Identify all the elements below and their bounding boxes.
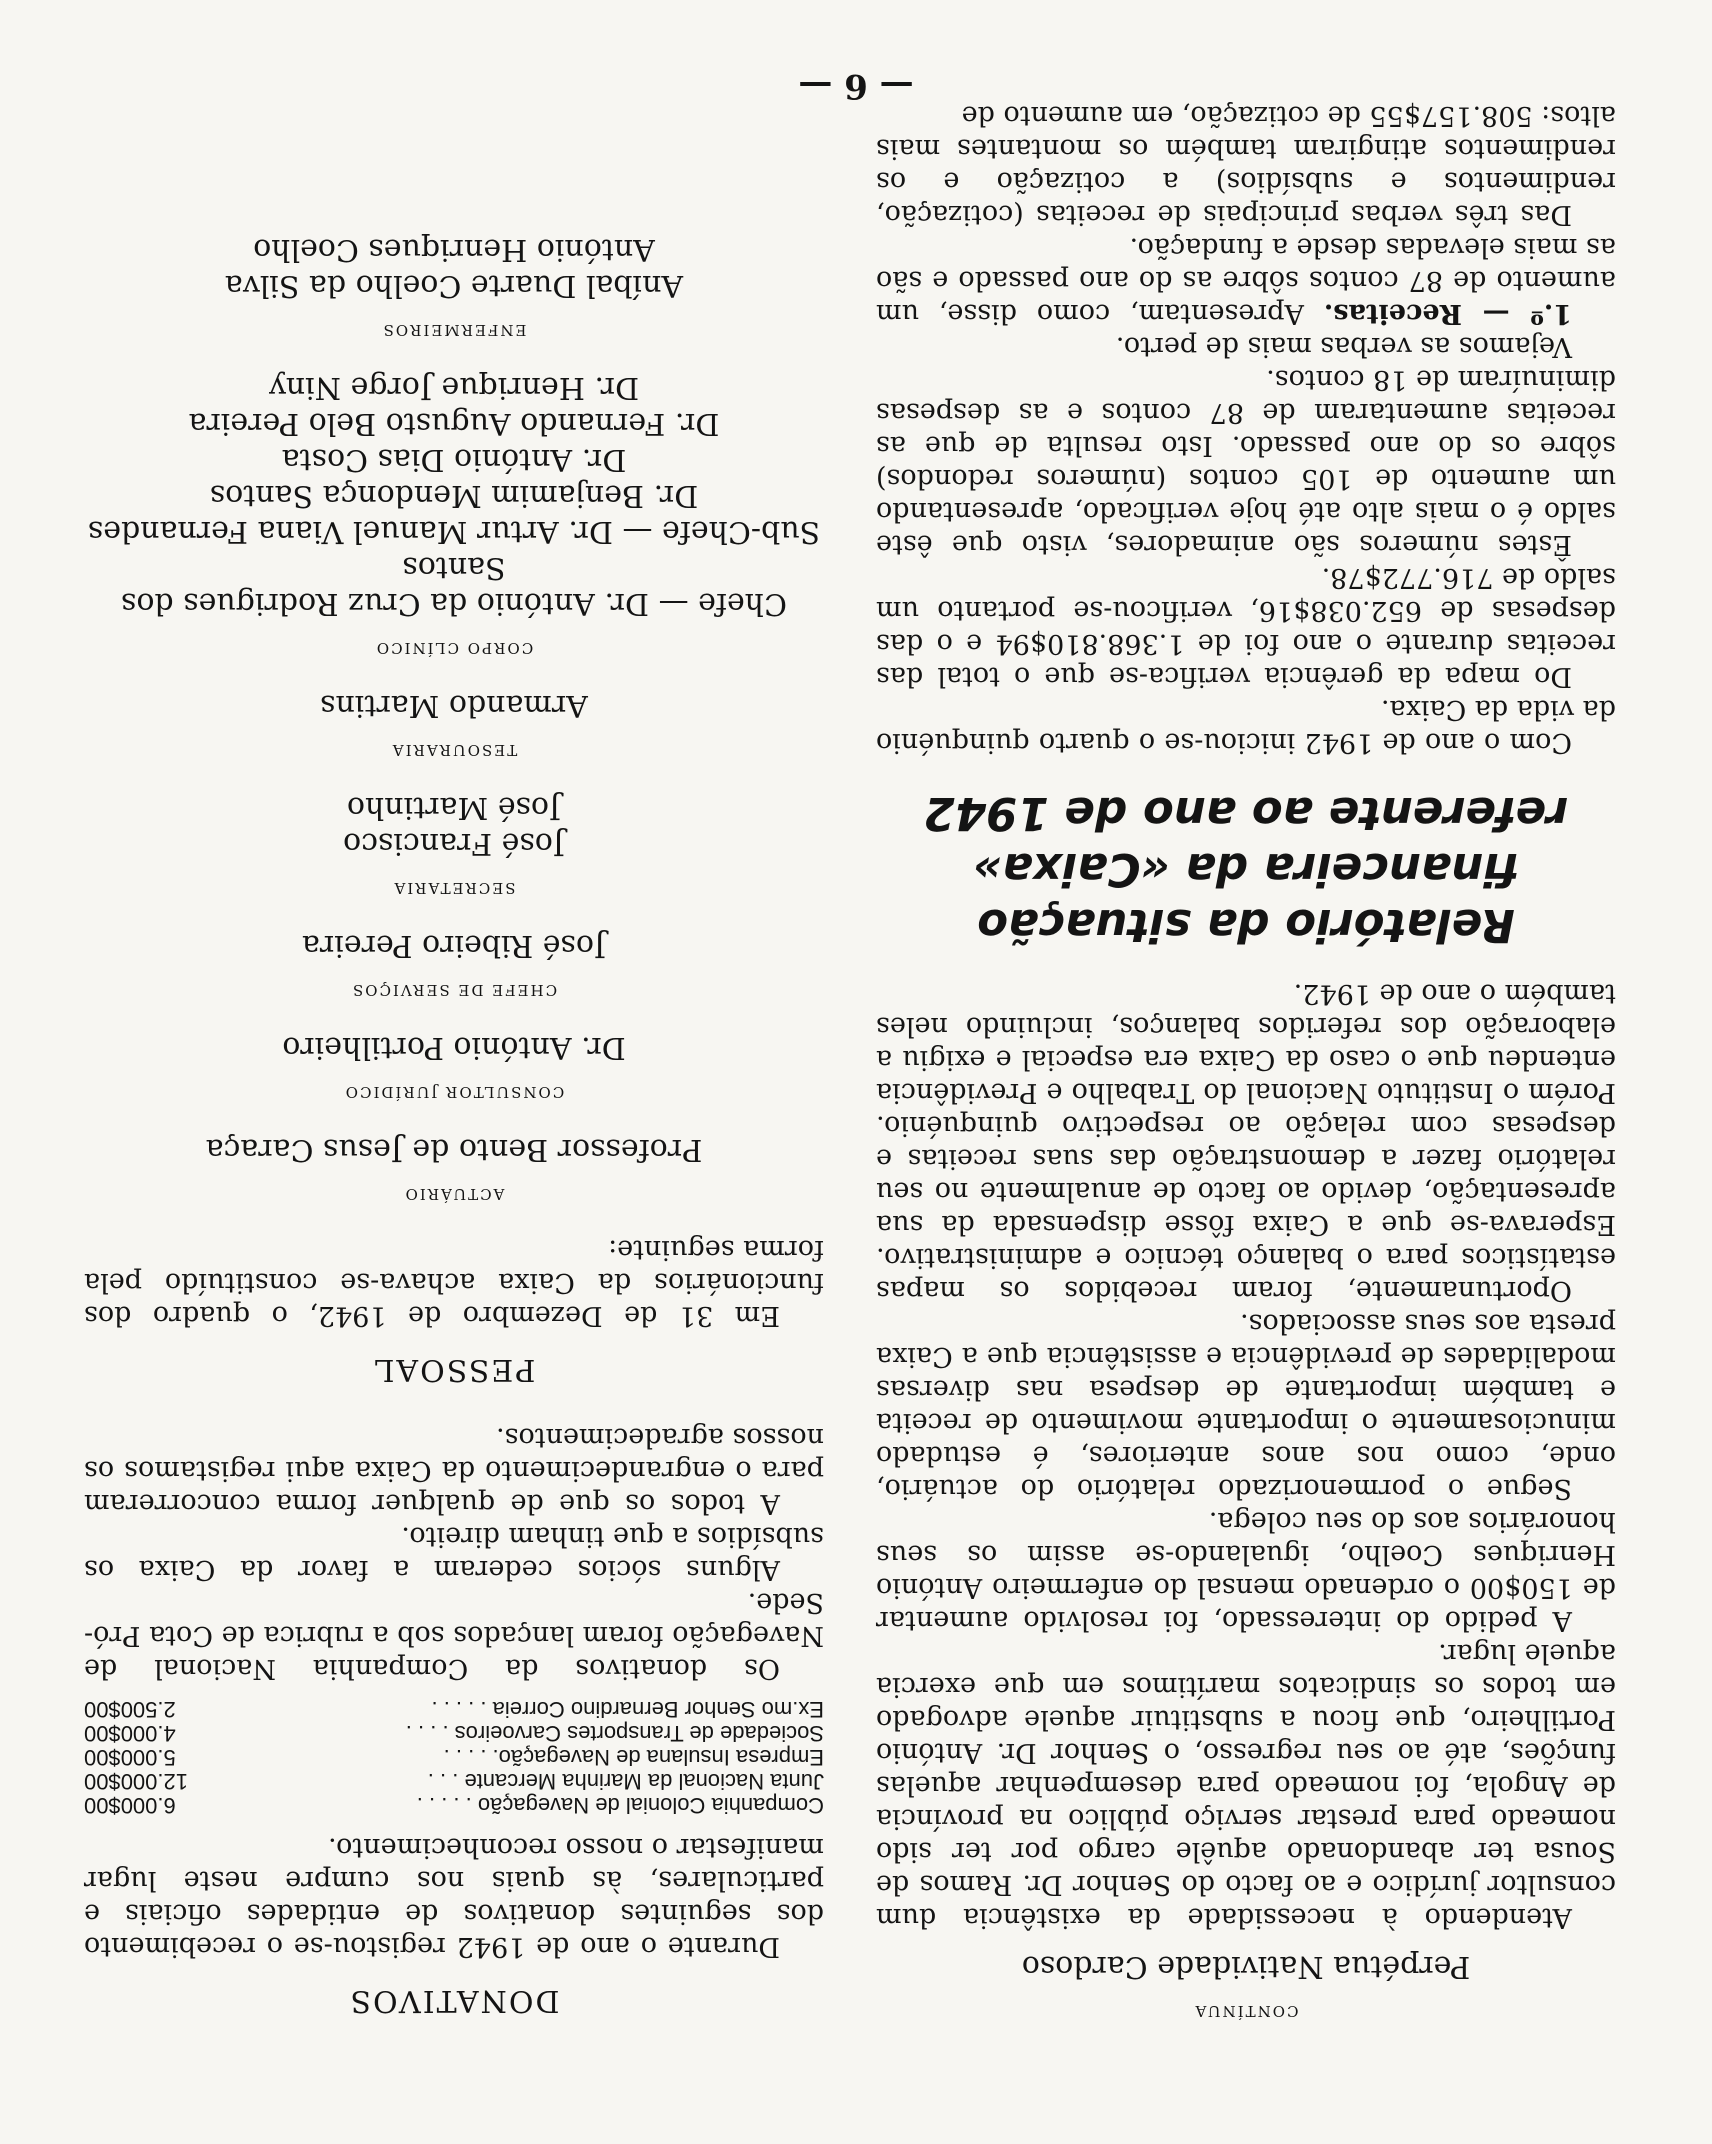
donativos-todos-paragraph: A todos os que de qualquer forma concorreram para o engrandecimento da Caixa aqui registamos os nossos agradecimentos. — [84, 1422, 824, 1519]
tesouraria-label: TESOURARIA — [390, 741, 518, 759]
mapas-paragraph: Oportunamente, foram recebidos os mapas estatísticos para o balanço técnico e administrativo. Esperava-se que a Caixa fôsse dispensada da sua apresentação, devido ao facto de anualmente no seu relatório fazer a demonstração das suas receitas e despesas com relação ao respectivo quinquénio. Porém o Instituto Nacional do Trabalho e Previdência entendeu que o caso da Caixa era especial e exigiu a elaboração dos referidos balanços, incluindo neles também o ano de 1942. — [876, 978, 1616, 1306]
donativos-intro: Durante o ano de 1942 registou-se o recebimento dos seguintes donativos de entidades oficiais e particulares, às quais nos cumpre neste lugar manifestar o nosso reconhecimento. — [84, 1832, 824, 1962]
chefe-servicos-label: CHEFE DE SERVIÇOS — [350, 981, 558, 999]
donativos-socios-paragraph: Alguns sócios cederam a favor da Caixa os subsídios a que tinham direito. — [84, 1521, 824, 1585]
gerencia-paragraph: Do mapa da gerência verifica-se que o total das receitas durante o ano foi de 1.368.810$94 e o das despesas de 652.038$16, verificou-se portanto um saldo de 716.772$78. — [876, 562, 1616, 692]
donor-amount: 12.000$00 — [84, 1769, 188, 1794]
donor-name: Junta Nacional da Marinha Mercante . . . — [427, 1769, 824, 1794]
donativos-heading: DONATIVOS — [348, 1983, 560, 2018]
secretaria-name: José Francisco — [343, 826, 565, 861]
report-title: Relatório da situação financeira da «Caixa» referente ao ano de 1942 — [923, 787, 1569, 952]
quinquenio-paragraph: Com o ano de 1942 iniciou-se o quarto quinquénio da vida da Caixa. — [876, 694, 1616, 758]
page-number: — 6 — — [798, 66, 914, 106]
pessoal-intro: Em 31 de Dezembro de 1942, o quadro dos funcionários da Caixa achava-se constituído pela forma seguinte: — [84, 1234, 824, 1331]
tesouraria-name: Armando Martins — [320, 688, 588, 723]
receitas-paragraph — [876, 231, 1616, 330]
continua-name: Perpétua Natividade Cardoso — [1021, 1949, 1471, 1984]
actuario-label: ACTUÁRIO — [403, 1185, 505, 1203]
consultor-paragraph: Atendendo à necessidade da existência dum consultor jurídico e ao facto do Senhor Dr. Ramos de Sousa ter abandonado aquêle cargo por ter sido nomeado para prestar serviço público na província de Angola, foi nomeado para desempenhar aquelas funções, até ao seu regresso, o Senhor Dr. António Portilheiro, que ficou a substituir aquele advogado em todos os sindicatos marítimos em que exercia aquele lugar. — [876, 1638, 1616, 1933]
receitas-text: Apresentam, como disse, um aumento de 87 contos sôbre as do ano passado e são as mais elevadas desde a fundação. — [876, 232, 1616, 329]
table-row — [84, 1769, 824, 1793]
donors-table — [84, 1697, 824, 1817]
table-row — [84, 1697, 824, 1721]
consultor-label: CONSULTOR JURÍDICO — [343, 1083, 565, 1101]
consultor-name: Dr. António Portilheiro — [282, 1030, 626, 1065]
donor-name: Ex.mo Senhor Bernardino Correia . . . . . — [431, 1697, 824, 1722]
donativos-nacional-paragraph: Os donativos da Companhia Nacional de Navegação foram lançados sob a rubrica de Cota Pró-Sede. — [84, 1587, 824, 1684]
right-column — [84, 231, 824, 2024]
enfermeiro-aumento-paragraph: A pedido do interessado, foi resolvido aumentar de 150$00 o ordenado mensal do enfermeiro António Henriques Coelho, igualando-se assim os seus honorários aos do seu colega. — [876, 1506, 1616, 1636]
continua-label: CONTÍNUA — [1193, 2002, 1299, 2020]
corpo-clinico-name: Dr. Henrique Jorge Niny — [268, 370, 640, 405]
table-row — [84, 1793, 824, 1817]
left-column — [876, 99, 1616, 2024]
corpo-clinico-name: Chefe — Dr. António da Cruz Rodrigues dos Santos — [121, 550, 787, 621]
donor-amount: 2.500$00 — [84, 1697, 176, 1722]
enfermeiros-label: ENFERMEIROS — [381, 321, 527, 339]
corpo-clinico-name: Dr. Benjamim Mendonça Santos — [209, 478, 699, 513]
donor-name: Companhia Colonial de Navegação . . . . . — [416, 1793, 824, 1818]
secretaria-label: SECRETARIA — [392, 879, 516, 897]
donor-amount: 6.000$00 — [84, 1793, 176, 1818]
enfermeiro-name: Aníbal Duarte Coelho da Silva — [224, 268, 684, 303]
corpo-clinico-name: Dr. Fernando Augusto Belo Pereira — [188, 406, 720, 441]
enfermeiro-name: António Henriques Coelho — [253, 232, 655, 267]
actuario-name: Professor Bento de Jesus Caraça — [205, 1132, 703, 1167]
corpo-clinico-label: CORPO CLÍNICO — [374, 639, 534, 657]
numeros-paragraph: Êstes números são animadores, visto que êste saldo é o mais alto até hoje verificado, apresentando um aumento de 105 contos (números redondos) sôbre os do ano passado. Isto resulta de que as receitas aumentaram de 87 contos e as despesas diminuíram de 18 contos. — [876, 364, 1616, 560]
verbas-paragraph: Vejamos as verbas mais de perto. — [1115, 331, 1572, 362]
actuario-paragraph: Segue o pormenorizado relatório do actuário, onde, como nos anos anteriores, é estudado minuciosamente o importante movimento de receita e também importante de despesa nas diversas modalidades de previdência e assistência que a Caixa presta aos seus associados. — [876, 1308, 1616, 1504]
chefe-servicos-name: José Ribeiro Pereira — [302, 928, 606, 963]
donor-name: Empresa Insulana de Navegação. . . . . — [443, 1745, 824, 1770]
pessoal-heading: PESSOAL — [372, 1352, 536, 1387]
corpo-clinico-name: Sub-Chefe — Dr. Artur Manuel Viana Fernandes — [87, 514, 821, 549]
secretaria-name: José Martinho — [346, 790, 562, 825]
table-row — [84, 1721, 824, 1745]
donor-amount: 5.000$00 — [84, 1745, 176, 1770]
corpo-clinico-name: Dr. António Dias Costa — [281, 442, 627, 477]
donor-name: Sociedade de Transportes Carvoeiros . . . . — [405, 1721, 824, 1746]
verbas-principais-paragraph: Das três verbas principais de receitas (cotização, rendimentos e subsídios) a cotização e os rendimentos atingiram também os montantes mais altos: 508.157$55 de cotização, em aumento de — [876, 100, 1616, 230]
table-row — [84, 1745, 824, 1769]
receitas-bold: 1.º — Receitas. — [1323, 298, 1572, 329]
donor-amount: 4.000$00 — [84, 1721, 176, 1746]
